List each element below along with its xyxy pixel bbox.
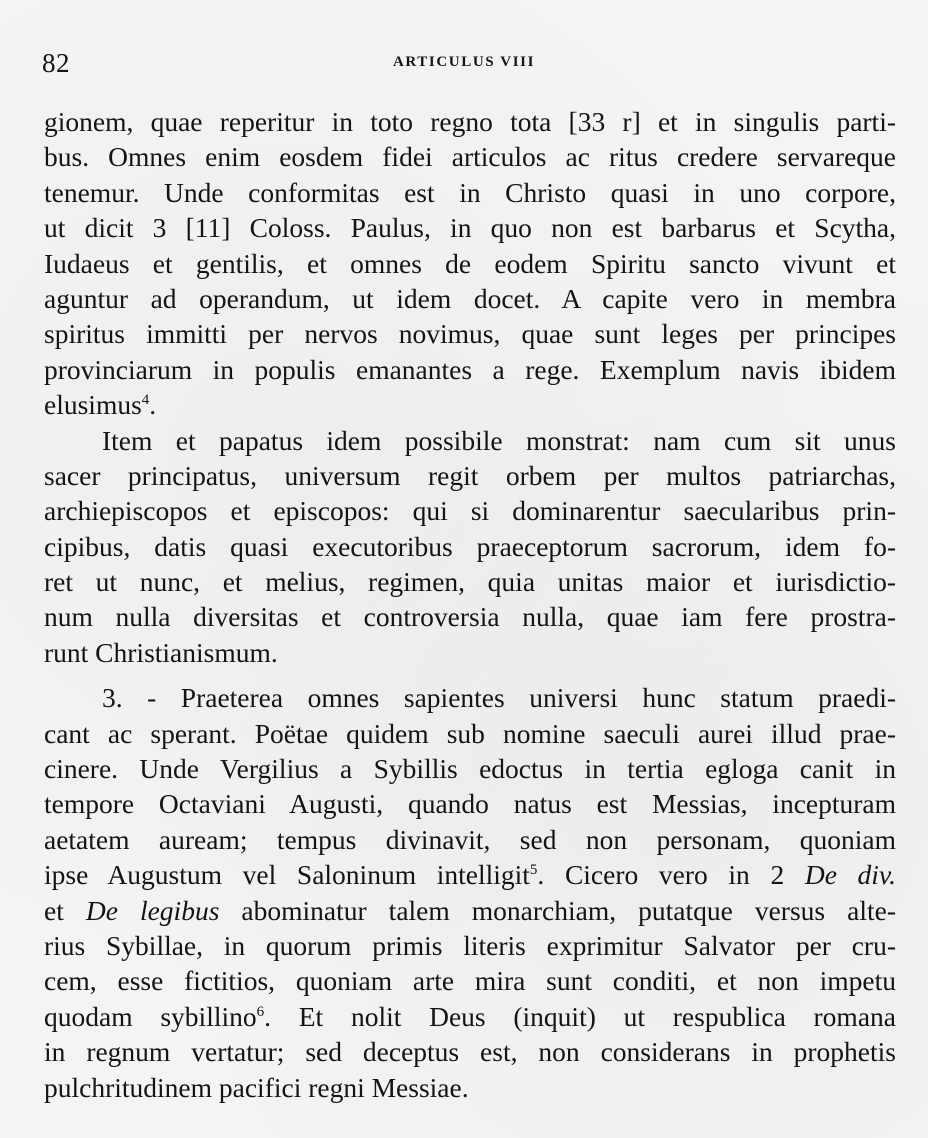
- footnote-marker: 4: [141, 391, 150, 408]
- text-span: elusimus: [44, 389, 142, 421]
- text-line: archiepiscopos et episcopos: qui si dominarentur saecularibus prin-: [44, 495, 896, 527]
- text-line: spiritus immitti per nervos novimus, quae sunt leges per principes: [44, 318, 896, 350]
- text-span: . Cicero vero in 2: [537, 859, 805, 891]
- text-line: ut dicit 3 [11] Coloss. Paulus, in quo non est barbarus et Scytha,: [44, 212, 896, 244]
- text-line: 3. - Praeterea omnes sapientes universi hunc statum praedi-: [102, 682, 896, 714]
- text-line: provinciarum in populis emanantes a rege. Exemplum navis ibidem: [44, 353, 896, 385]
- text-span: et: [44, 894, 86, 926]
- text-line: ret ut nunc, et melius, regimen, quia unitas maior et iurisdictio-: [44, 566, 896, 598]
- page-number: 82: [42, 48, 70, 78]
- text-line: Iudaeus et gentilis, et omnes de eodem Spiritu sancto vivunt et: [44, 247, 896, 279]
- page-header: [40, 48, 888, 82]
- text-line: in regnum vertatur; sed deceptus est, non considerans in prophetis: [44, 1036, 896, 1068]
- text-line: tempore Octaviani Augusti, quando natus est Messias, incepturam: [44, 788, 896, 820]
- text-span: . Et nolit Deus (inquit) ut respublica romana: [264, 1000, 896, 1032]
- text-line: gionem, quae reperitur in toto regno tota [33 r] et in singulis parti-: [44, 106, 896, 137]
- text-line: pulchritudinem pacifici regni Messiae.: [44, 1071, 469, 1103]
- text-span: quodam sybillino: [44, 1000, 257, 1032]
- text-line: rius Sybillae, in quorum primis literis exprimitur Salvator per cru-: [44, 929, 896, 961]
- italic-title: De legibus: [85, 894, 220, 926]
- text-line: [44, 999, 896, 1034]
- text-line: [44, 893, 896, 928]
- text-line: cipibus, datis quasi executoribus praeceptorum sacrorum, idem fo-: [44, 530, 896, 562]
- text-line: [44, 857, 896, 892]
- text-line: Item et papatus idem possibile monstrat: nam cum sit unus: [102, 424, 896, 456]
- text-line: sacer principatus, universum regit orbem per multos patriarchas,: [44, 459, 896, 491]
- text-line: num nulla diversitas et controversia nulla, quae iam fere prostra-: [44, 601, 896, 633]
- text-line: tenemur. Unde conformitas est in Christo quasi in uno corpore,: [44, 176, 896, 208]
- italic-title: De div.: [804, 859, 896, 891]
- text-line: bus. Omnes enim eosdem fidei articulos ac ritus credere servareque: [44, 141, 896, 173]
- text-line: aetatem auream; tempus divinavit, sed non personam, quoniam: [44, 823, 896, 855]
- paragraph-2: [44, 423, 896, 671]
- text-line: cant ac sperant. Poëtae quidem sub nomine saeculi aurei illud prae-: [44, 717, 896, 749]
- text-line: cinere. Unde Vergilius a Sybillis edoctus in tertia egloga canit in: [44, 753, 896, 785]
- paragraph-1: [44, 104, 896, 423]
- footnote-marker: 6: [256, 1003, 265, 1020]
- text-line: cem, esse fictitios, quoniam arte mira sunt conditi, et non impetu: [44, 965, 896, 997]
- footnote-marker: 5: [529, 862, 538, 879]
- paragraph-3: [44, 680, 896, 1105]
- text-span: ipse Augustum vel Saloninum intelligit: [44, 859, 530, 891]
- text-line: [44, 387, 896, 422]
- text-line: runt Christianismum.: [44, 636, 278, 668]
- text-span: .: [149, 389, 157, 421]
- text-line: aguntur ad operandum, ut idem docet. A capite vero in membra: [44, 282, 896, 314]
- body-text: [44, 104, 896, 1105]
- text-span: abominatur talem monarchiam, putatque versus alte-: [219, 894, 896, 926]
- running-head: ARTICULUS VIII: [392, 54, 536, 70]
